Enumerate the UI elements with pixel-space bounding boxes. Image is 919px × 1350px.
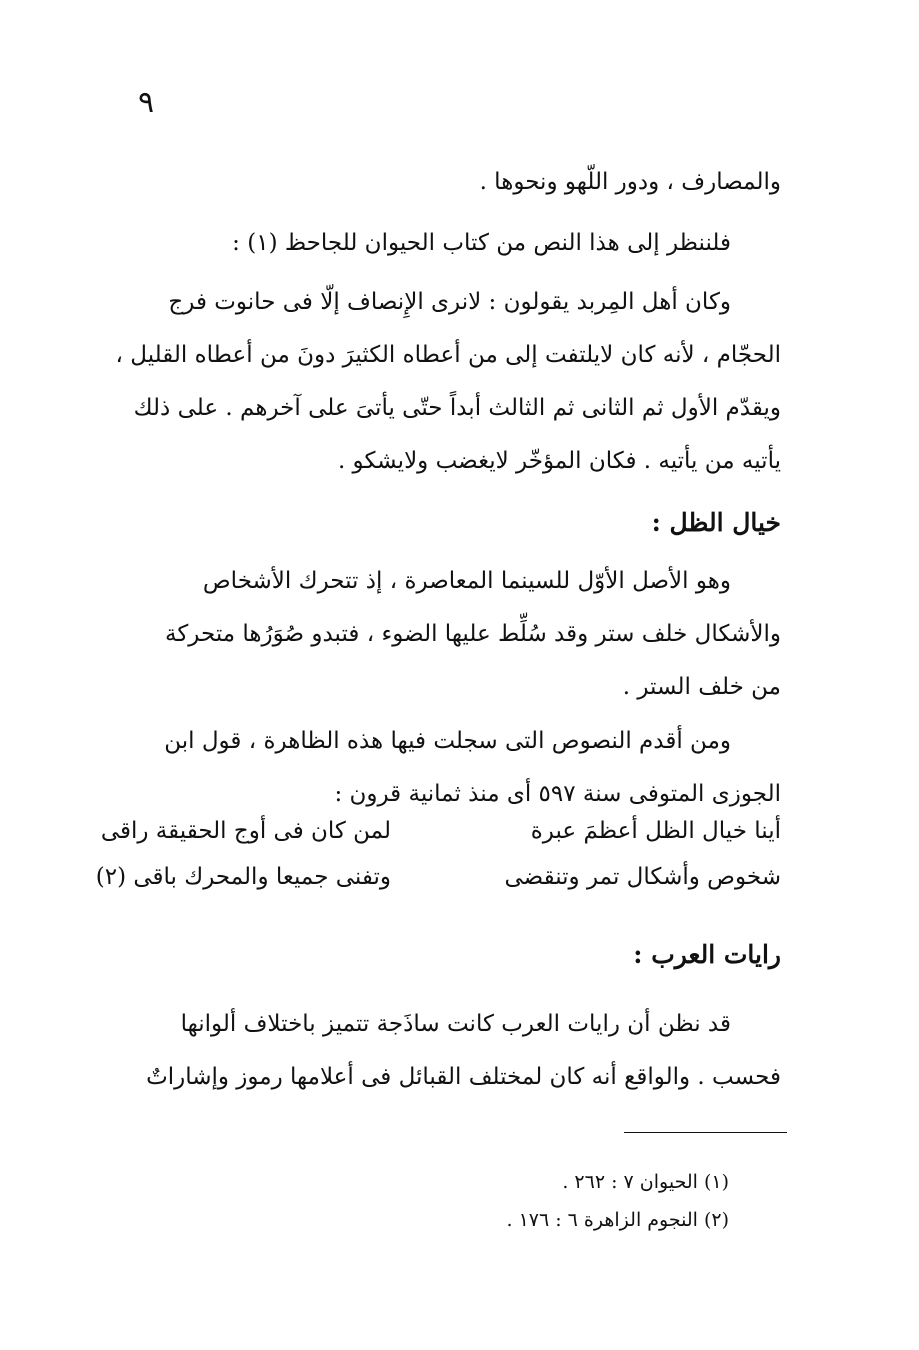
text-line: ومن أقدم النصوص التى سجلت فيها هذه الظاهرة ، قول ابن [164, 728, 731, 754]
poem-verse [100, 808, 781, 854]
paragraph-ibn-jawzi [109, 715, 781, 821]
footnote-1: (١) الحيوان ٧ : ٢٦٢ . [562, 1171, 729, 1193]
verse-first-hemistich: شخوص وأشكال تمر وتنقضى [504, 864, 781, 890]
page-number: ٩ [138, 85, 155, 120]
text-line: وهو الأصل الأوّل للسينما المعاصرة ، إذ تتحرك الأشخاص [202, 568, 731, 594]
section-heading-shadow-play: خيال الظل : [651, 508, 781, 537]
verse-second-hemistich: لمن كان فى أوج الحقيقة راقى [100, 818, 391, 844]
text-line: يأتيه من يأتيه . فكان المؤخّر لايغضب ولايشكو . [337, 448, 781, 474]
section-heading-arab-banners: رايات العرب : [633, 940, 781, 969]
text-line: فحسب . والواقع أنه كان لمختلف القبائل فى أعلامها رموز وإشاراتٌ [146, 1064, 781, 1090]
text-line: والمصارف ، ودور اللّهو ونحوها . [479, 169, 781, 195]
paragraph-1 [109, 156, 781, 209]
text-line: من خلف الستر . [622, 674, 781, 700]
text-line: فلننظر إلى هذا النص من كتاب الحيوان للجاحظ (١) : [232, 230, 731, 256]
paragraph-shadow-play [109, 555, 781, 714]
text-line: والأشكال خلف ستر وقد سُلِّط عليها الضوء ، فتبدو صُوَرُها متحركة [165, 621, 781, 647]
paragraph-jahiz-quote [109, 276, 781, 488]
text-line: ويقدّم الأول ثم الثانى ثم الثالث أبداً حتّى يأتىَ على آخرهم . على ذلك [133, 395, 781, 421]
footnote-separator [624, 1132, 787, 1133]
text-line: الحجّام ، لأنه كان لايلتفت إلى من أعطاه الكثيرَ دونَ من أعطاه القليل ، [115, 342, 781, 368]
footnote-2: (٢) النجوم الزاهرة ٦ : ١٧٦ . [506, 1209, 729, 1231]
paragraph-2 [109, 217, 781, 270]
poem-verses [95, 808, 781, 900]
text-line: قد نظن أن رايات العرب كانت ساذَجة تتميز باختلاف ألوانها [180, 1011, 731, 1037]
text-line: الجوزى المتوفى سنة ٥٩٧ أى منذ ثمانية قرون : [334, 781, 781, 807]
paragraph-arab-banners [109, 998, 781, 1104]
poem-verse [95, 854, 781, 900]
verse-second-hemistich: وتفنى جميعا والمحرك باقى (٢) [95, 864, 391, 890]
verse-first-hemistich: أينا خيال الظل أعظمَ عبرة [530, 818, 781, 844]
text-line: وكان أهل المِربد يقولون : لانرى الإِنصاف إلّا فى حانوت فرج [168, 289, 731, 315]
